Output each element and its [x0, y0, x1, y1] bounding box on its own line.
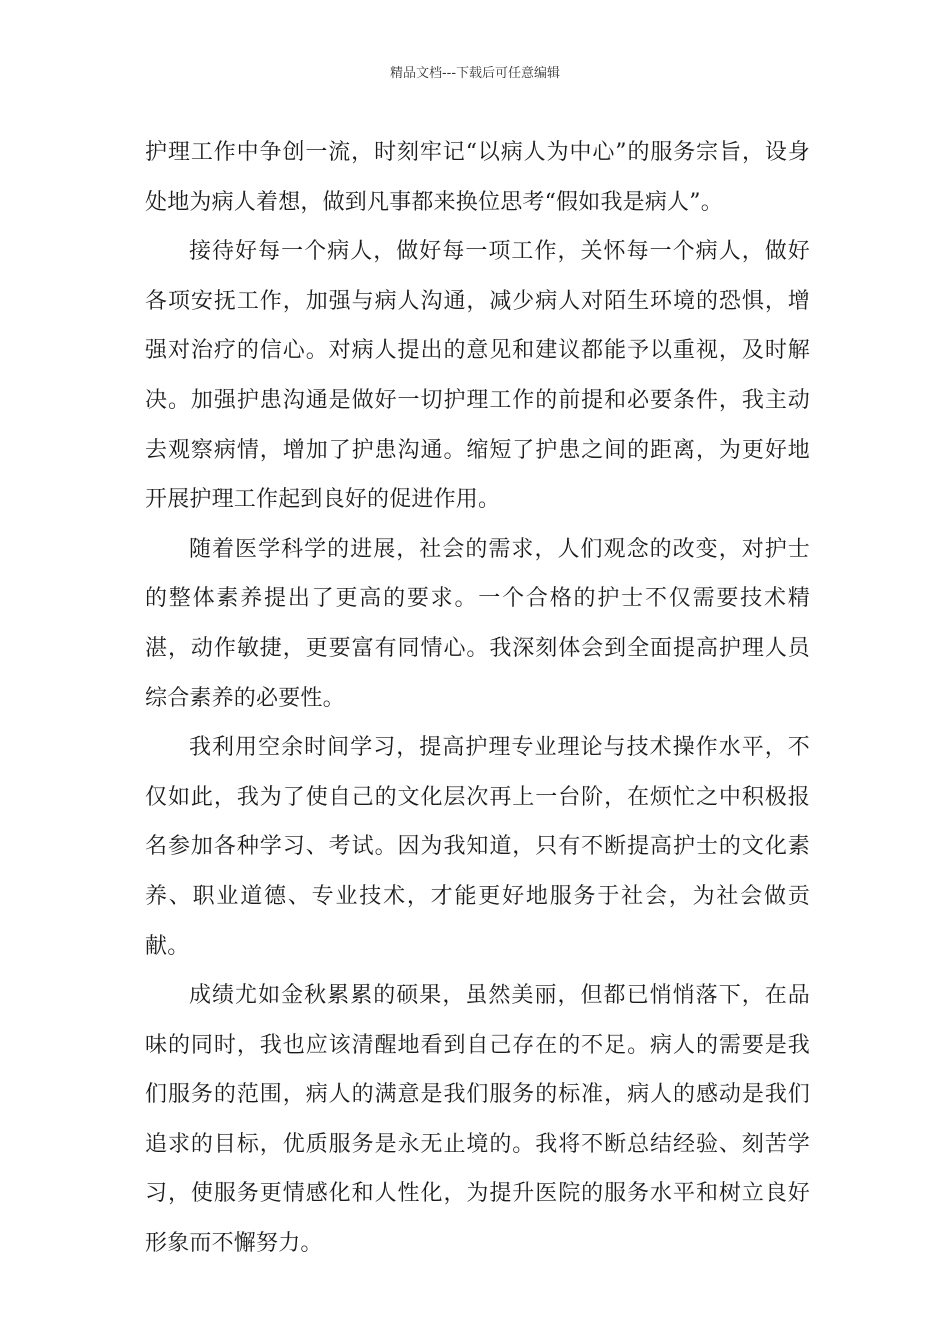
paragraph-3: 随着医学科学的进展，社会的需求，人们观念的改变，对护士的整体素养提出了更高的要求。一个合格的护士不仅需要技术精湛，动作敏捷，更要富有同情心。我深刻体会到全面提高护理人员综合素养的必要性。: [145, 536, 810, 711]
document-body: [145, 128, 810, 1269]
paragraph-1: 护理工作中争创一流，时刻牢记“以病人为中心”的服务宗旨，设身处地为病人着想，做到凡事都来换位思考“假如我是病人”。: [145, 140, 810, 215]
paragraph-5: 成绩尤如金秋累累的硕果，虽然美丽，但都已悄悄落下，在品味的同时，我也应该清醒地看到自己存在的不足。病人的需要是我们服务的范围，病人的满意是我们服务的标准，病人的感动是我们追求的目标，优质服务是永无止境的。我将不断总结经验、刻苦学习，使服务更情感化和人性化，为提升医院的服务水平和树立良好形象而不懈努力。: [145, 983, 810, 1257]
paragraph-4: 我利用空余时间学习，提高护理专业理论与技术操作水平，不仅如此，我为了使自己的文化层次再上一台阶，在烦忙之中积极报名参加各种学习、考试。因为我知道，只有不断提高护士的文化素养、职业道德、专业技术，才能更好地服务于社会，为社会做贡献。: [145, 735, 810, 959]
paragraph-2: 接待好每一个病人，做好每一项工作，关怀每一个病人，做好各项安抚工作，加强与病人沟通，减少病人对陌生环境的恐惧，增强对治疗的信心。对病人提出的意见和建议都能予以重视，及时解决。加强护患沟通是做好一切护理工作的前提和必要条件，我主动去观察病情，增加了护患沟通。缩短了护患之间的距离，为更好地开展护理工作起到良好的促进作用。: [145, 239, 810, 513]
page-header: 精品文档---下载后可任意编辑: [389, 66, 561, 81]
